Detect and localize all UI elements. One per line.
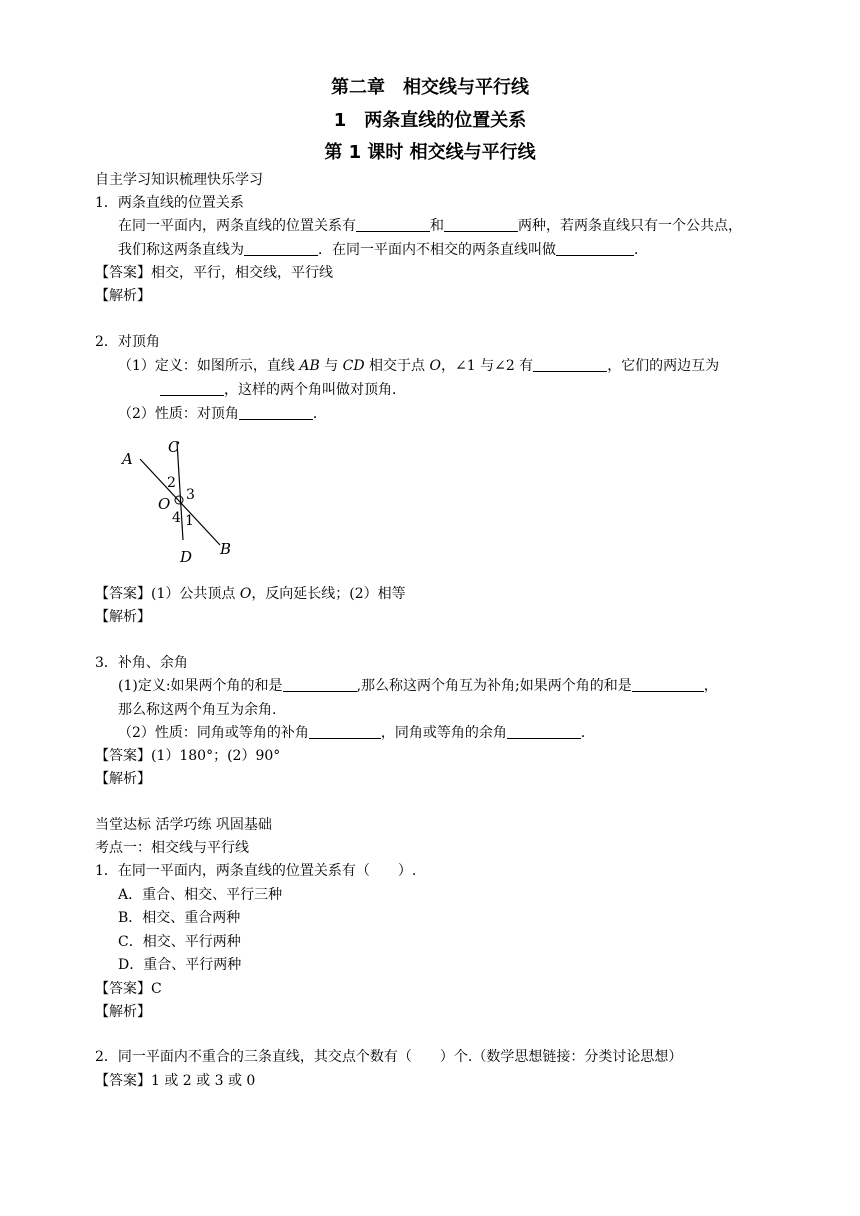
fill-blank [356, 217, 430, 232]
p1-stem: 1．在同一平面内，两条直线的位置关系有（ ）. [95, 863, 417, 879]
q3-line2: 那么称这两个角互为余角. [118, 702, 277, 718]
section-title: 1 两条直线的位置关系 [333, 110, 527, 131]
point-o-label: O [158, 495, 171, 513]
q2-analysis: 【解析】 [95, 609, 151, 625]
chapter-title: 第二章 相交线与平行线 [331, 77, 529, 98]
q3-line3-a: （2）性质：同角或等角的补角 [118, 725, 309, 741]
p1-option-d: D．重合、平行两种 [118, 957, 242, 973]
p1-option-c: C．相交、平行两种 [118, 934, 241, 950]
q3-line1-b: ,那么称这两个角互为补角;如果两个角的和是 [356, 678, 632, 694]
point-d-label: D [180, 548, 193, 566]
p1-answer: 【答案】C [95, 981, 162, 997]
q2-line1 [118, 356, 719, 376]
q3-line1 [118, 676, 718, 696]
practice-heading: 当堂达标 活学巧练 巩固基础 [95, 817, 272, 833]
q2-line3-end: ． [312, 406, 327, 422]
q2-line1-c: ，∠1 与∠2 有 [441, 358, 534, 374]
fill-blank [533, 357, 607, 372]
point-c-label: C [168, 438, 180, 456]
q2-answer [95, 584, 406, 604]
study-heading: 自主学习知识梳理快乐学习 [95, 172, 263, 188]
p2-stem: 2．同一平面内不重合的三条直线，其交点个数有（ ）个.（数学思想链接：分类讨论思想） [95, 1049, 683, 1065]
q1-line2-c: ． [634, 242, 648, 258]
p1-option-b: B．相交、重合两种 [118, 910, 241, 926]
fill-blank [283, 677, 357, 692]
q2-line3-text: （2）性质：对顶角 [118, 406, 239, 422]
q2-answer-a: 【答案】(1）公共顶点 [95, 586, 240, 602]
q3-analysis: 【解析】 [95, 771, 151, 787]
label-o: O [429, 358, 441, 374]
q1-line2-b: ．在同一平面内不相交的两条直线叫做 [318, 242, 556, 258]
angle-4-label: 4 [172, 510, 181, 526]
q3-line1-a: (1)定义:如果两个角的和是 [118, 678, 283, 694]
q2-line1-d: ，它们的两边互为 [607, 358, 720, 374]
q2-line2-text: ，这样的两个角叫做对顶角． [224, 382, 406, 398]
label-ab: AB [299, 358, 320, 374]
p1-analysis: 【解析】 [95, 1004, 151, 1020]
label-cd: CD [342, 358, 365, 374]
fill-blank [244, 241, 318, 256]
line-ab [140, 459, 220, 545]
q1-answer: 【答案】相交，平行，相交线，平行线 [95, 265, 333, 281]
q3-line3-b: ，同角或等角的余角 [380, 725, 507, 741]
fill-blank [556, 241, 634, 256]
q1-line2-a: 我们称这两条直线为 [118, 242, 244, 258]
q2-line1-a: （1）定义：如图所示，直线 [118, 358, 300, 374]
q3-answer: 【答案】(1）180°；(2）90° [95, 748, 281, 764]
fill-blank [507, 724, 581, 739]
point-b-label: B [220, 540, 232, 558]
point-a-label: A [122, 450, 133, 468]
q3-line3 [118, 723, 595, 743]
fill-blank [160, 381, 224, 396]
q3-line1-c: ， [703, 678, 718, 694]
angle-arc [175, 496, 183, 504]
q2-line1-b: 相交于点 [364, 358, 430, 374]
lesson-title: 第 1 课时 相交线与平行线 [324, 142, 536, 163]
fill-blank [632, 677, 704, 692]
angle-1-label: 1 [185, 513, 194, 529]
q3-line3-c: ． [580, 725, 595, 741]
fill-blank [444, 217, 518, 232]
q2-answer-o: O [239, 586, 252, 602]
angle-2-label: 2 [167, 475, 176, 491]
q1-line1-b: 和 [430, 218, 444, 234]
q1-line1-a: 在同一平面内，两条直线的位置关系有 [118, 218, 356, 234]
p2-answer: 【答案】1 或 2 或 3 或 0 [95, 1073, 256, 1089]
q1-line1 [118, 216, 742, 236]
fill-blank [239, 405, 313, 420]
kaodian-heading: 考点一：相交线与平行线 [95, 840, 249, 856]
q1-line1-c: 两种，若两条直线只有一个公共点， [518, 218, 742, 234]
q1-line2 [118, 240, 648, 260]
q2-heading: 2．对顶角 [95, 334, 160, 350]
q2-line3 [118, 404, 327, 424]
q2-yu: 与 [319, 358, 343, 374]
q2-line2 [160, 380, 406, 400]
q1-heading: 1．两条直线的位置关系 [95, 195, 244, 211]
q3-heading: 3．补角、余角 [95, 655, 188, 671]
vertical-angles-figure [110, 432, 250, 572]
p1-option-a: A．重合、相交、平行三种 [118, 887, 283, 903]
q1-analysis: 【解析】 [95, 288, 151, 304]
q2-answer-b: ，反向延长线；(2）相等 [251, 586, 406, 602]
angle-3-label: 3 [186, 487, 195, 503]
fill-blank [309, 724, 381, 739]
